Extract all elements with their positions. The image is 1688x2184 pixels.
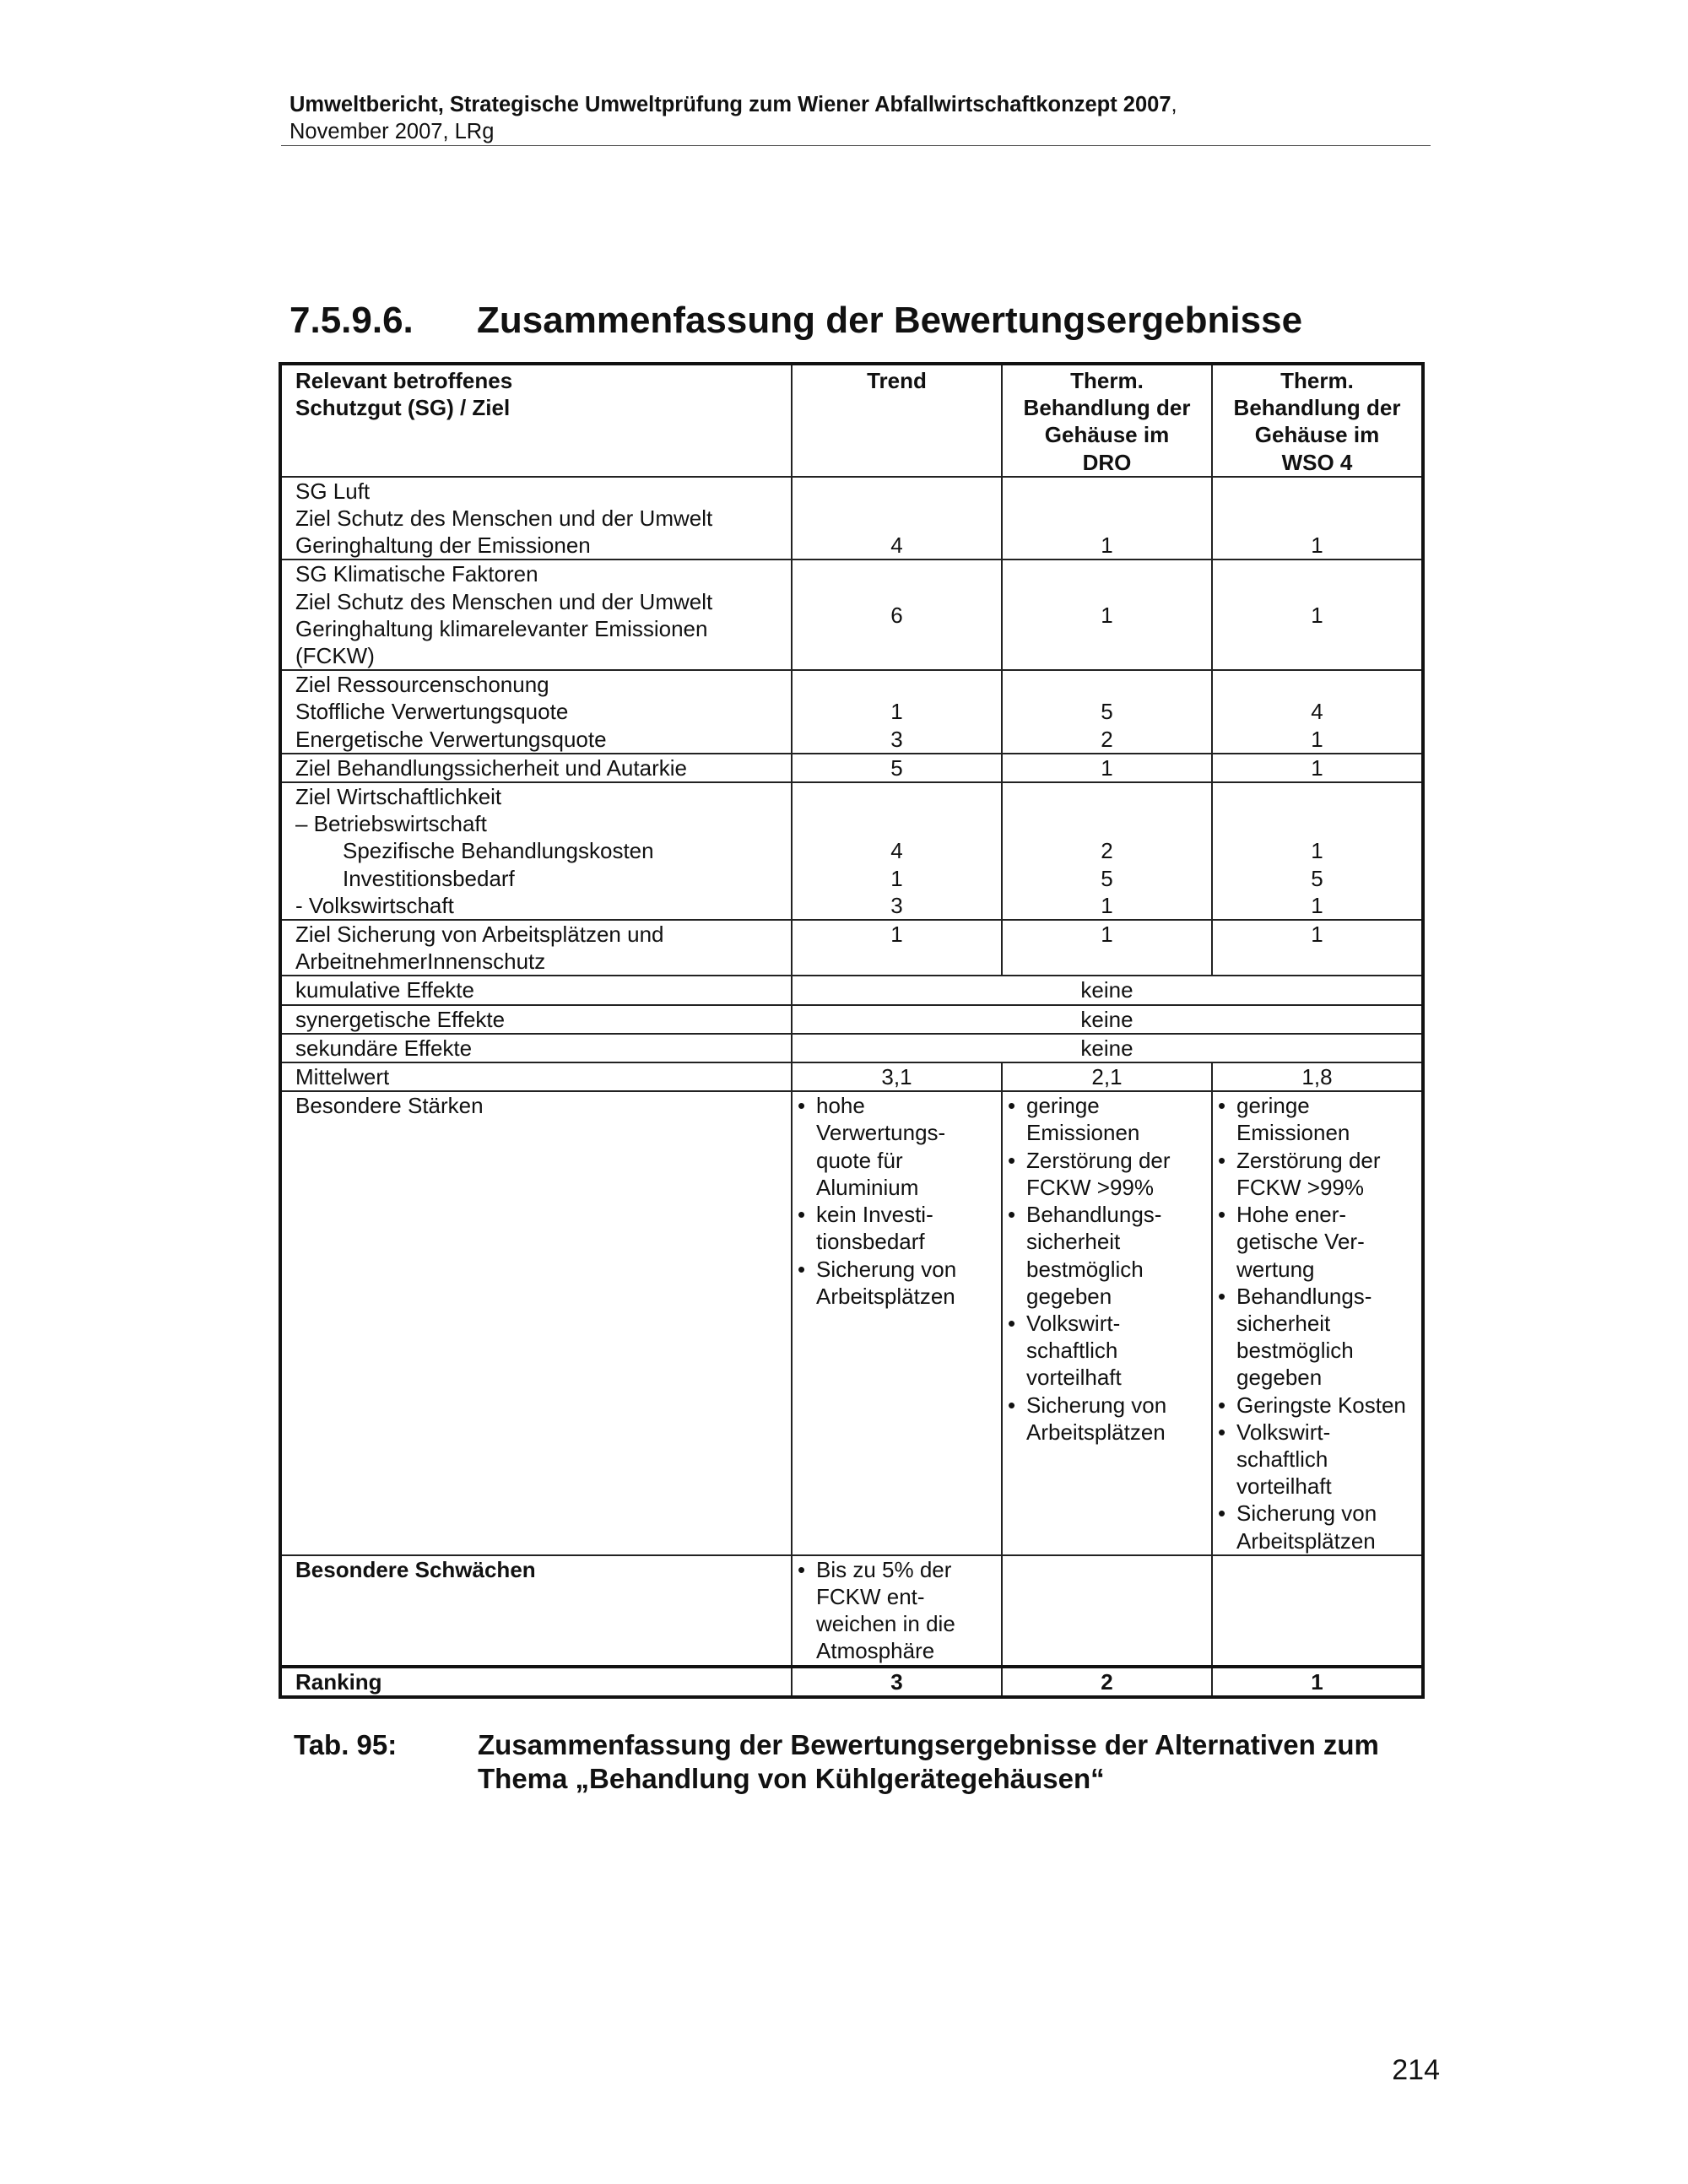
list-item: • geringe Emissionen <box>1236 1092 1418 1146</box>
list-item: • Hohe ener-getische Ver-wertung <box>1236 1201 1418 1283</box>
running-header <box>289 91 1429 145</box>
header-cell-dro: Therm. Behandlung der Gehäuse im DRO <box>1002 364 1212 477</box>
cell-dro <box>1002 1555 1212 1667</box>
cell-dro: 1 <box>1002 560 1212 670</box>
list-item: • Sicherung von Arbeitsplätzen <box>1026 1392 1208 1446</box>
section-heading <box>289 300 1302 342</box>
list-item: • kein Investi-tionsbedarf <box>816 1201 998 1255</box>
table-row-sekundaere <box>280 1034 1423 1062</box>
list-item: • Bis zu 5% der FCKW ent-weichen in die Atmosphäre <box>816 1556 998 1665</box>
list-item: • Zerstörung der FCKW >99% <box>1026 1147 1208 1201</box>
table-row-ranking <box>280 1667 1423 1697</box>
list-item: • Zerstörung der FCKW >99% <box>1236 1147 1418 1201</box>
row-label: Ziel Wirtschaftlichkeit – Betriebswirtschaft Spezifische Behandlungskosten Investitionsbedarf - Volkswirtschaft <box>280 782 792 920</box>
bullet-list <box>793 1092 1001 1310</box>
cell-wso <box>1212 1091 1423 1554</box>
cell-wso: 1 <box>1212 920 1423 976</box>
table-row-synergetische <box>280 1005 1423 1034</box>
cell-dro: 5 2 <box>1002 670 1212 754</box>
cell-trend: 1 3 <box>792 670 1002 754</box>
page-number: 214 <box>1392 2054 1440 2086</box>
cell-trend: 6 <box>792 560 1002 670</box>
evaluation-table <box>279 362 1425 1699</box>
cell-merged: keine <box>792 1034 1423 1062</box>
caption-label: Tab. 95: <box>294 1729 398 1760</box>
row-label: Ziel Ressourcenschonung Stoffliche Verwertungsquote Energetische Verwertungsquote <box>280 670 792 754</box>
cell-wso: 1,8 <box>1212 1062 1423 1091</box>
header-title: Umweltbericht, Strategische Umweltprüfung zum Wiener Abfallwirtschaftkonzept 2007, <box>289 93 1177 116</box>
header-cell-criterion: Relevant betroffenes Schutzgut (SG) / Ziel <box>280 364 792 477</box>
cell-trend: 4 <box>792 477 1002 560</box>
cell-dro: 2,1 <box>1002 1062 1212 1091</box>
table-row-luft <box>280 477 1423 560</box>
row-label: SG Luft Ziel Schutz des Menschen und der Umwelt Geringhaltung der Emissionen <box>280 477 792 560</box>
row-label: Ziel Sicherung von Arbeitsplätzen und ArbeitnehmerInnenschutz <box>280 920 792 976</box>
cell-wso: 1 <box>1212 560 1423 670</box>
table-row-arbeit <box>280 920 1423 976</box>
table-row-schwaechen <box>280 1555 1423 1667</box>
table-row-kumulative <box>280 976 1423 1004</box>
list-item: • Sicherung von Arbeitsplätzen <box>816 1256 998 1310</box>
table-row-sicherheit <box>280 754 1423 782</box>
table-row-ressourcen <box>280 670 1423 754</box>
cell-wso: 4 1 <box>1212 670 1423 754</box>
table-header-row <box>280 364 1423 477</box>
cell-wso: 1 <box>1212 754 1423 782</box>
row-label: SG Klimatische Faktoren Ziel Schutz des Menschen und der Umwelt Geringhaltung klimarelevanter Emissionen (FCKW) <box>280 560 792 670</box>
cell-trend: 3 <box>792 1667 1002 1697</box>
list-item: • Geringste Kosten <box>1236 1392 1418 1419</box>
table-row-staerken <box>280 1091 1423 1554</box>
table-row-wirtschaft <box>280 782 1423 920</box>
list-item: • Sicherung von Arbeitsplätzen <box>1236 1500 1418 1554</box>
cell-trend <box>792 1555 1002 1667</box>
cell-merged: keine <box>792 1005 1423 1034</box>
row-label: Besondere Schwächen <box>280 1555 792 1667</box>
list-item: • Behandlungs-sicherheit bestmöglich gegeben <box>1236 1283 1418 1392</box>
cell-trend: 1 <box>792 920 1002 976</box>
cell-dro: 2 <box>1002 1667 1212 1697</box>
section-title: Zusammenfassung der Bewertungsergebnisse <box>477 300 1303 341</box>
list-item: • hohe Verwertungs-quote für Aluminium <box>816 1092 998 1201</box>
row-label: Besondere Stärken <box>280 1091 792 1554</box>
row-label: Mittelwert <box>280 1062 792 1091</box>
row-label: Ranking <box>280 1667 792 1697</box>
cell-dro: 1 <box>1002 477 1212 560</box>
cell-trend <box>792 1091 1002 1554</box>
header-cell-trend: Trend <box>792 364 1002 477</box>
cell-wso: 1 <box>1212 477 1423 560</box>
row-label: kumulative Effekte <box>280 976 792 1004</box>
header-cell-wso: Therm. Behandlung der Gehäuse im WSO 4 <box>1212 364 1423 477</box>
cell-trend: 4 1 3 <box>792 782 1002 920</box>
list-item: • Volkswirt-schaftlich vorteilhaft <box>1236 1419 1418 1500</box>
list-item: • Behandlungs-sicherheit bestmöglich gegeben <box>1026 1201 1208 1310</box>
cell-trend: 5 <box>792 754 1002 782</box>
cell-dro: 2 5 1 <box>1002 782 1212 920</box>
cell-dro: 1 <box>1002 754 1212 782</box>
row-label: sekundäre Effekte <box>280 1034 792 1062</box>
header-rule <box>281 145 1431 146</box>
cell-trend: 3,1 <box>792 1062 1002 1091</box>
cell-dro <box>1002 1091 1212 1554</box>
cell-wso <box>1212 1555 1423 1667</box>
list-item: • geringe Emissionen <box>1026 1092 1208 1146</box>
row-label: synergetische Effekte <box>280 1005 792 1034</box>
cell-wso: 1 5 1 <box>1212 782 1423 920</box>
caption-text: Zusammenfassung der Bewertungsergebnisse der Alternativen zum Thema „Behandlung von Kühlgerätegehäusen“ <box>478 1729 1379 1794</box>
bullet-list <box>793 1556 1001 1665</box>
table-row-mittelwert <box>280 1062 1423 1091</box>
bullet-list <box>1213 1092 1421 1554</box>
cell-merged: keine <box>792 976 1423 1004</box>
cell-wso: 1 <box>1212 1667 1423 1697</box>
list-item: • Volkswirt-schaftlich vorteilhaft <box>1026 1310 1208 1392</box>
row-label: Ziel Behandlungssicherheit und Autarkie <box>280 754 792 782</box>
bullet-list <box>1003 1092 1211 1446</box>
section-number: 7.5.9.6. <box>289 300 414 341</box>
header-date: November 2007, LRg <box>289 120 495 143</box>
table-row-klima <box>280 560 1423 670</box>
cell-dro: 1 <box>1002 920 1212 976</box>
